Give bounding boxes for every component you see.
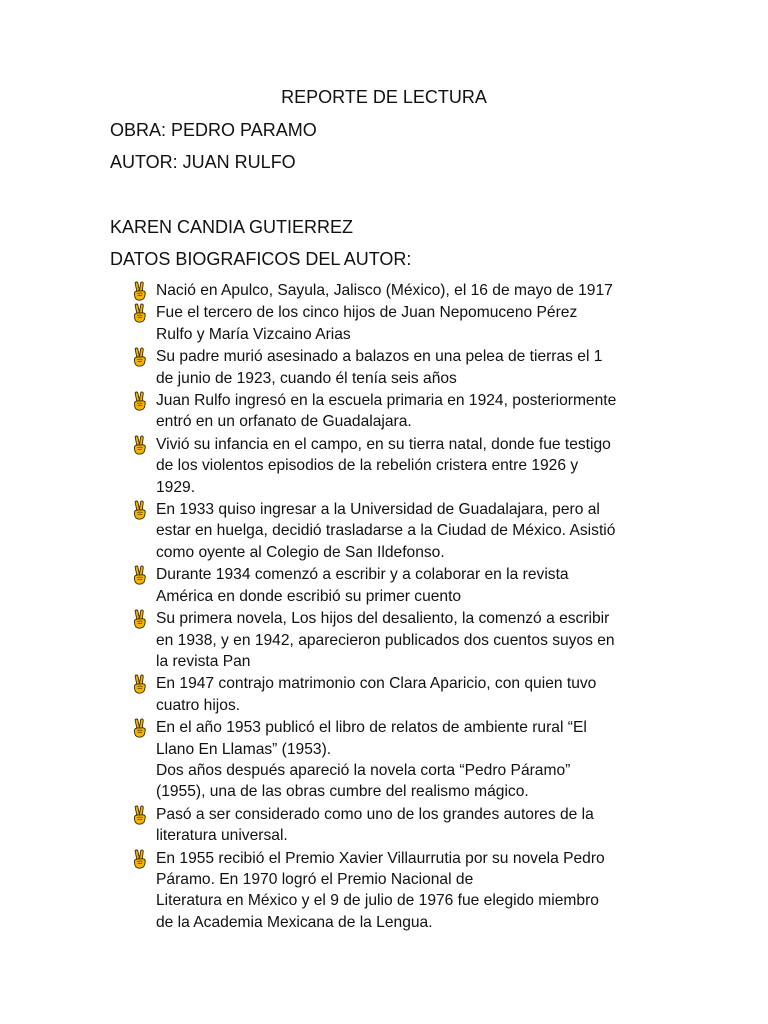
biography-item-text: América en donde escribió su primer cuento	[156, 587, 462, 605]
victory-hand-icon	[132, 435, 148, 455]
biography-item-text: (1955), una de las obras cumbre del realismo mágico.	[156, 783, 529, 801]
biography-item	[130, 302, 670, 345]
victory-hand-icon	[132, 849, 148, 869]
victory-hand-icon	[132, 391, 148, 411]
biography-item-text: Llano En Llamas” (1953).	[156, 740, 332, 758]
biography-item-text: Páramo. En 1970 logró el Premio Nacional de	[156, 870, 474, 888]
biography-item-text: Dos años después apareció la novela corta “Pedro Páramo”	[156, 761, 571, 779]
biography-item	[130, 804, 670, 847]
biography-item-text: Pasó a ser considerado como uno de los grandes autores de la	[156, 805, 594, 823]
victory-hand-icon	[132, 609, 148, 629]
biography-item	[130, 280, 670, 301]
victory-hand-icon	[132, 805, 148, 825]
biography-item-text: En 1955 recibió el Premio Xavier Villaurrutia por su novela Pedro	[156, 849, 605, 867]
biography-item-text: la revista Pan	[156, 652, 251, 670]
biography-item-text: en 1938, y en 1942, aparecieron publicados dos cuentos suyos en	[156, 631, 615, 649]
biography-item-text: Durante 1934 comenzó a escribir y a colaborar en la revista	[156, 566, 569, 584]
biography-item	[130, 346, 670, 389]
biography-item-text: estar en huelga, decidió trasladarse a la Ciudad de México. Asistió	[156, 522, 616, 540]
biography-item-text: 1929.	[156, 478, 196, 496]
biography-item	[130, 499, 670, 563]
victory-hand-icon	[132, 347, 148, 367]
biography-item-text: En 1933 quiso ingresar a la Universidad de Guadalajara, pero al	[156, 501, 600, 519]
report-title: REPORTE DE LECTURA	[281, 87, 487, 107]
victory-hand-icon	[132, 718, 148, 738]
biography-item-text: Su padre murió asesinado a balazos en una pelea de tierras el 1	[156, 348, 603, 366]
victory-hand-icon	[132, 500, 148, 520]
biography-item	[130, 390, 670, 433]
biography-item	[130, 717, 670, 803]
biography-item-text: literatura universal.	[156, 827, 288, 845]
biography-item-text: Juan Rulfo ingresó en la escuela primaria en 1924, posteriormente	[156, 392, 617, 410]
victory-hand-icon	[132, 303, 148, 323]
biography-item-text: de la Academia Mexicana de la Lengua.	[156, 913, 433, 931]
biography-item-text: En el año 1953 publicó el libro de relatos de ambiente rural “El	[156, 719, 587, 737]
biography-item-text: Nació en Apulco, Sayula, Jalisco (México), el 16 de mayo de 1917	[156, 282, 613, 299]
biography-item-text: cuatro hijos.	[156, 696, 241, 714]
biography-item-text: Fue el tercero de los cinco hijos de Juan Nepomuceno Pérez	[156, 304, 578, 322]
biography-item-text: Vivió su infancia en el campo, en su tierra natal, donde fue testigo	[156, 435, 611, 453]
victory-hand-icon	[132, 281, 148, 301]
victory-hand-icon	[132, 674, 148, 694]
biography-item	[130, 434, 670, 498]
author-line: AUTOR: JUAN RULFO	[110, 152, 296, 172]
biography-item	[130, 608, 670, 672]
biography-list	[130, 280, 670, 934]
biography-item	[130, 673, 670, 716]
biography-item-text: entró en un orfanato de Guadalajara.	[156, 413, 412, 431]
biography-item-text: como oyente al Colegio de San Ildefonso.	[156, 543, 445, 561]
biography-item	[130, 848, 670, 934]
biography-item-text: Su primera novela, Los hijos del desaliento, la comenzó a escribir	[156, 610, 610, 628]
biography-item-text: Literatura en México y el 9 de julio de 1976 fue elegido miembro	[156, 892, 599, 910]
biography-item-text: de los violentos episodios de la rebelión cristera entre 1926 y	[156, 457, 579, 475]
biography-item-text: En 1947 contrajo matrimonio con Clara Aparicio, con quien tuvo	[156, 675, 597, 693]
biography-item	[130, 564, 670, 607]
biography-item-text: de junio de 1923, cuando él tenía seis años	[156, 369, 457, 387]
student-name: KAREN CANDIA GUTIERREZ	[110, 217, 354, 237]
victory-hand-icon	[132, 565, 148, 585]
biography-heading: DATOS BIOGRAFICOS DEL AUTOR:	[110, 249, 412, 269]
work-title-line: OBRA: PEDRO PARAMO	[110, 120, 317, 140]
biography-item-text: Rulfo y María Vizcaino Arias	[156, 325, 351, 343]
